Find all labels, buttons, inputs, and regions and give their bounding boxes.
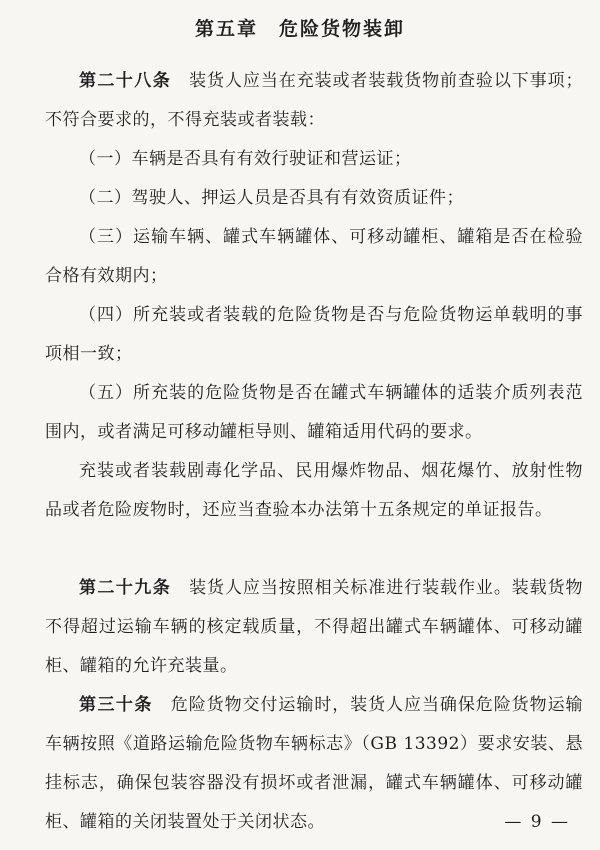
article-29-text: 装货人应当按照相关标准进行装载作业。装载货物不得超过运输车辆的核定载质量，不得超出罐式车辆罐体、可移动罐柜、罐箱的允许充装量。: [45, 578, 584, 676]
article-28-text: 装货人应当在充装或者装载货物前查验以下事项；不符合要求的，不得充装或者装载：: [45, 71, 584, 130]
list-item-3: （三）运输车辆、罐式车辆罐体、可移动罐柜、罐箱是否在检验合格有效期内；: [45, 227, 583, 286]
page-number: — 9 —: [504, 812, 570, 832]
article-28-number: 第二十八条: [79, 71, 172, 91]
article-30: [45, 686, 583, 842]
chapter-title: 第五章 危险货物装卸: [194, 18, 405, 40]
article-30-number: 第三十条: [79, 695, 153, 715]
list-item-1: （一）车辆是否具有有效行驶证和营运证；: [79, 149, 412, 169]
list-item-4: （四）所充装或者装载的危险货物是否与危险货物运单载明的事项相一致；: [45, 305, 583, 364]
article-28-supplement: 充装或者装载剧毒化学品、民用爆炸物品、烟花爆竹、放射性物品或者危险废物时，还应当查验本办法第十五条规定的单证报告。: [45, 461, 583, 520]
article-30-text: 危险货物交付运输时，装货人应当确保危险货物运输车辆按照《道路运输危险货物车辆标志》（GB 13392）要求安装、悬挂标志，确保包装容器没有损坏或者泄漏，罐式车辆罐体、可移动罐柜、罐箱的关闭装置处于关闭状态。: [45, 695, 584, 832]
article-28: [45, 62, 583, 140]
article-29-number: 第二十九条: [79, 578, 172, 598]
article-29: [45, 569, 583, 686]
list-item-5: （五）所充装的危险货物是否在罐式车辆罐体的适装介质列表范围内，或者满足可移动罐柜导则、罐箱适用代码的要求。: [45, 383, 583, 442]
list-item-2: （二）驾驶人、押运人员是否具有有效资质证件；: [79, 188, 464, 208]
